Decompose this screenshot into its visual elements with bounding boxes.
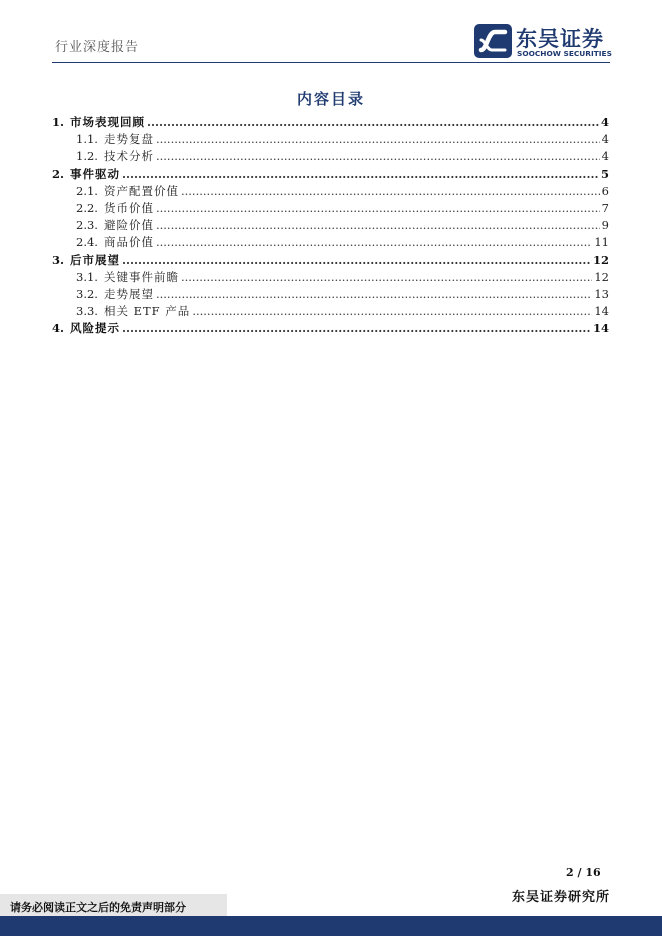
toc-subsection[interactable] [52, 269, 609, 286]
toc-label: 走势复盘 [103, 132, 154, 147]
toc-page-number: 9 [601, 218, 609, 233]
toc-section[interactable] [52, 320, 609, 337]
toc-page-number: 12 [592, 252, 609, 267]
toc-section[interactable] [52, 252, 609, 269]
toc-leader-dots [122, 166, 599, 183]
toc-section[interactable] [52, 114, 609, 131]
toc-number: 2. [52, 166, 65, 181]
toc-page-number: 4 [601, 132, 609, 147]
toc-subsection[interactable] [52, 200, 609, 217]
report-type: 行业深度报告 [55, 40, 140, 55]
toc-label: 事件驱动 [70, 166, 121, 181]
logo-text-cn: 东吴证券 [516, 27, 604, 51]
table-of-contents [52, 114, 609, 337]
toc-label: 资产配置价值 [103, 183, 179, 198]
toc-page-number: 5 [600, 166, 609, 181]
toc-subsection[interactable] [52, 131, 609, 148]
toc-label: 走势展望 [103, 286, 154, 301]
logo-text-en: SOOCHOW SECURITIES [517, 49, 612, 58]
toc-number: 1.1. [76, 132, 98, 147]
footer-bar [0, 916, 662, 936]
toc-number: 1.2. [76, 149, 98, 164]
toc-label: 风险提示 [70, 321, 121, 336]
toc-title: 内容目录 [296, 90, 365, 108]
toc-page-number: 13 [594, 286, 609, 301]
toc-leader-dots [156, 286, 592, 303]
toc-page-number: 14 [594, 304, 609, 319]
toc-label: 商品价值 [103, 235, 154, 250]
toc-subsection[interactable] [52, 286, 609, 303]
toc-leader-dots [156, 200, 600, 217]
toc-page-number: 12 [594, 269, 609, 284]
page-number: 2 / 16 [566, 866, 601, 879]
toc-label: 市场表现回顾 [70, 115, 146, 129]
toc-leader-dots [156, 234, 592, 251]
toc-leader-dots [181, 183, 600, 200]
toc-subsection[interactable] [52, 183, 609, 200]
toc-page-number: 11 [594, 235, 609, 250]
header-divider [52, 62, 610, 63]
toc-number: 1. [52, 115, 65, 129]
toc-subsection[interactable] [52, 217, 609, 234]
toc-leader-dots [181, 269, 592, 286]
toc-subsection[interactable] [52, 303, 609, 320]
toc-leader-dots [122, 320, 591, 337]
toc-leader-dots [156, 131, 600, 148]
toc-number: 3.1. [76, 269, 98, 284]
toc-number: 2.4. [76, 235, 98, 250]
toc-number: 3. [52, 252, 65, 267]
toc-number: 2.3. [76, 218, 98, 233]
toc-subsection[interactable] [52, 148, 609, 165]
toc-subsection[interactable] [52, 234, 609, 251]
toc-section[interactable] [52, 166, 609, 183]
toc-label: 后市展望 [70, 252, 121, 267]
footer-company: 东吴证券研究所 [512, 890, 611, 905]
toc-number: 4. [52, 321, 65, 336]
toc-number: 2.1. [76, 183, 98, 198]
toc-leader-dots [122, 252, 591, 269]
toc-label: 关键事件前瞻 [103, 269, 179, 284]
toc-leader-dots [147, 114, 599, 131]
toc-label: 避险价值 [103, 218, 154, 233]
toc-page-number: 14 [592, 321, 609, 336]
toc-number: 3.2. [76, 286, 98, 301]
toc-page-number: 4 [600, 115, 609, 129]
disclaimer-text: 请务必阅读正文之后的免责声明部分 [10, 901, 186, 914]
soochow-logo-icon [474, 24, 512, 58]
toc-leader-dots [156, 148, 600, 165]
toc-page-number: 7 [601, 200, 609, 215]
toc-number: 2.2. [76, 200, 98, 215]
company-logo [474, 22, 619, 60]
toc-label: 货币价值 [103, 200, 154, 215]
toc-label: 技术分析 [103, 149, 154, 164]
toc-leader-dots [156, 217, 600, 234]
toc-page-number: 4 [601, 149, 609, 164]
toc-page-number: 6 [601, 183, 609, 198]
toc-label: 相关 ETF 产品 [103, 304, 191, 319]
toc-number: 3.3. [76, 304, 98, 319]
disclaimer-box [0, 894, 227, 918]
toc-leader-dots [192, 303, 592, 320]
